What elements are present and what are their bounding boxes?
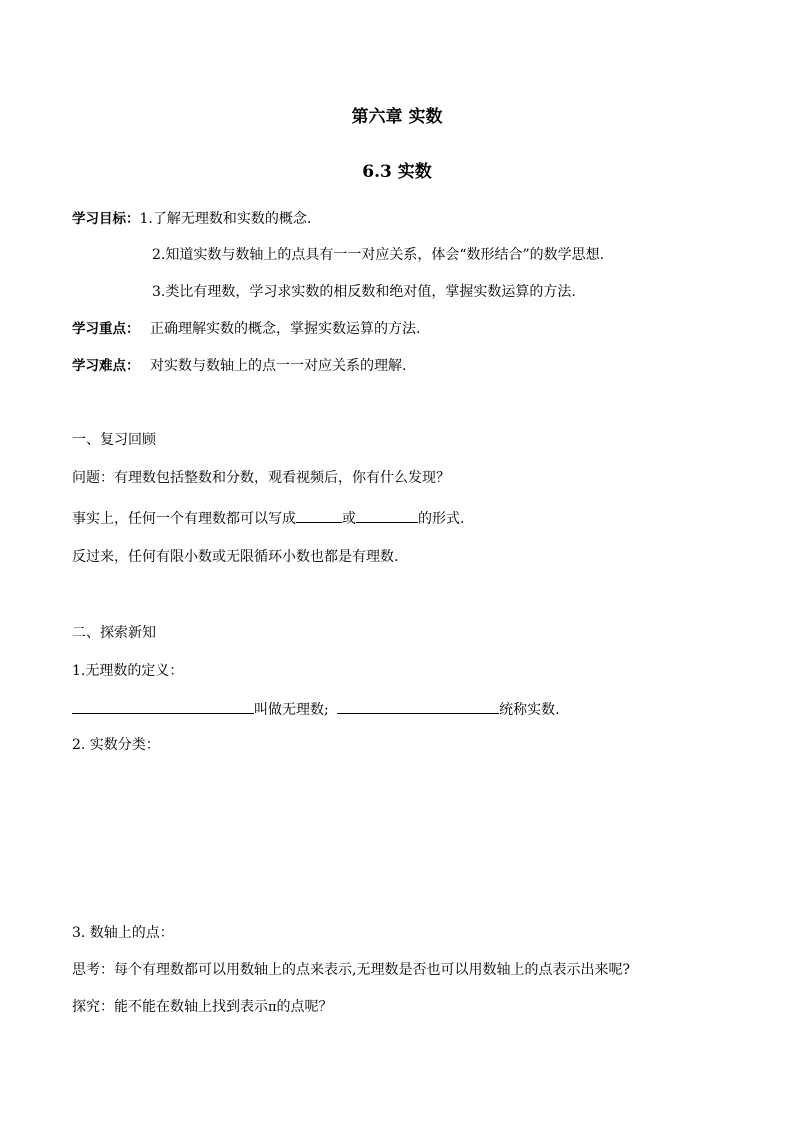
explore-heading: 二、探索新知 — [72, 625, 156, 641]
key-point-label: 学习重点： — [72, 321, 140, 337]
number-line-title: 3. 数轴上的点： — [72, 925, 174, 941]
key-point-text: 正确理解实数的概念，掌握实数运算的方法. — [149, 321, 421, 337]
review-converse: 反过来，任何有限小数或无限循环小数也都是有理数. — [72, 549, 399, 565]
difficulty-line — [72, 356, 406, 376]
objective-item-1: 1.了解无理数和实数的概念. — [139, 211, 312, 227]
fact-suffix: 的形式. — [418, 511, 465, 527]
objective-line-1 — [72, 209, 311, 229]
fact-or: 或 — [342, 511, 356, 527]
review-fact — [72, 507, 464, 529]
difficulty-label: 学习难点： — [72, 358, 140, 374]
pi-symbol: π — [268, 1000, 277, 1015]
definition-title: 1.无理数的定义： — [72, 663, 184, 679]
review-heading: 一、复习回顾 — [72, 432, 156, 448]
objectives-label: 学习目标： — [72, 211, 140, 227]
definition-end: 统称实数. — [499, 702, 560, 718]
think-text: 思考：每个有理数都可以用数轴上的点来表示,无理数是否也可以用数轴上的点表示出来呢? — [72, 962, 630, 978]
review-question: 问题：有理数包括整数和分数，观看视频后，你有什么发现？ — [72, 470, 450, 486]
definition-blank-2[interactable] — [337, 698, 499, 714]
fact-blank-2[interactable] — [356, 507, 418, 523]
definition-blank-1[interactable] — [72, 698, 254, 714]
definition-line — [72, 698, 560, 720]
chapter-title: 第六章 实数 — [351, 107, 443, 127]
objective-item-2: 2.知道实数与数轴上的点具有一一对应关系，体会“数形结合”的数学思想. — [152, 247, 605, 263]
fact-prefix: 事实上，任何一个有理数都可以写成 — [72, 511, 296, 527]
key-point-line — [72, 319, 420, 339]
objective-item-3: 3.类比有理数，学习求实数的相反数和绝对值，掌握实数运算的方法. — [152, 284, 576, 300]
definition-mid: 叫做无理数; — [254, 702, 329, 718]
classification-title: 2. 实数分类： — [72, 737, 160, 753]
probe-line — [72, 997, 333, 1018]
probe-prefix: 探究：能不能在数轴上找到表示 — [72, 999, 268, 1015]
fact-blank-1[interactable] — [296, 507, 342, 523]
probe-suffix: 的点呢？ — [276, 999, 333, 1015]
section-title: 6.3 实数 — [362, 162, 432, 182]
difficulty-text: 对实数与数轴上的点一一对应关系的理解. — [149, 358, 407, 374]
